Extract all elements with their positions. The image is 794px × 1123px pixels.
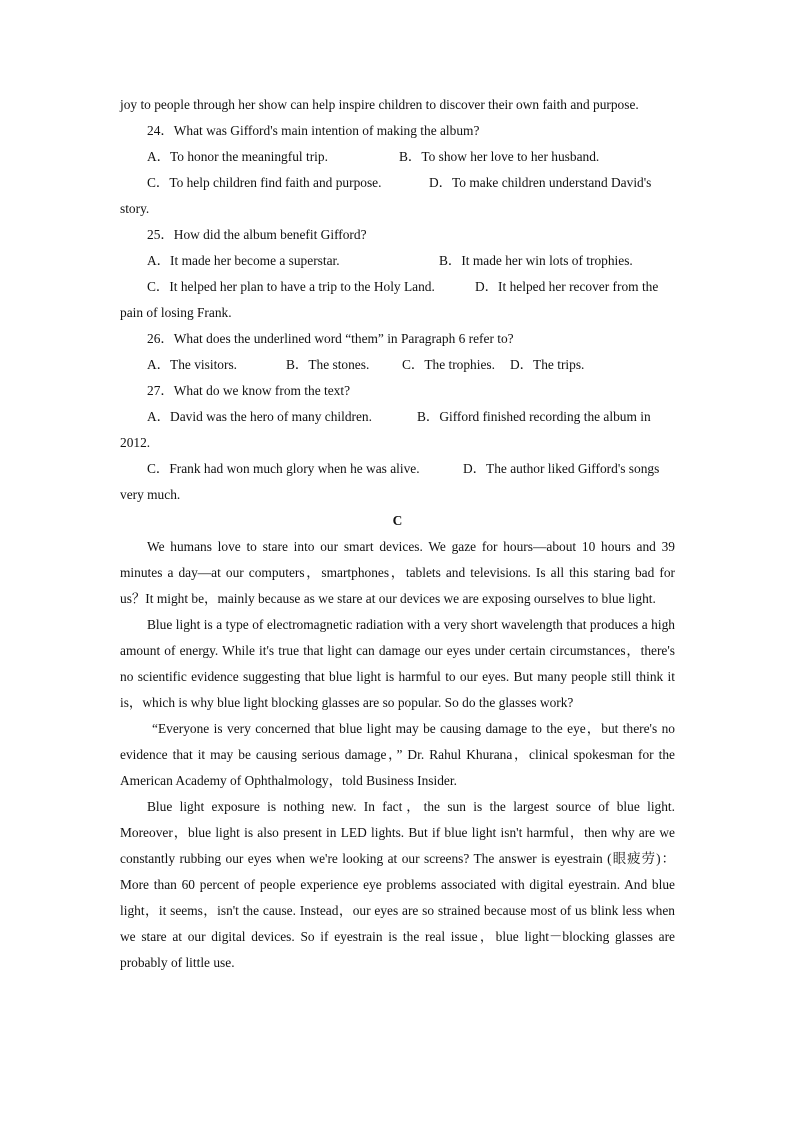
option-27-c: C．Frank had won much glory when he was alive. bbox=[147, 461, 420, 476]
question-26-stem: 26．What does the underlined word “them” in Paragraph 6 refer to? bbox=[147, 331, 514, 346]
option-26-a: A．The visitors. bbox=[147, 357, 238, 372]
question-25-options-ab bbox=[120, 248, 675, 274]
passage-paragraph-2: Blue light is a type of electromagnetic radiation with a very short wavelength that produces a high amount of energy. While it's true that light can damage our eyes under certain circumstances，there's no scientific evidence suggesting that blue light is harmful to our eyes. But many people still think it is，which is why blue light blocking glasses are so popular. So do the glasses work? bbox=[120, 617, 675, 710]
option-25-a: A．It made her become a superstar. bbox=[147, 253, 340, 268]
question-27-stem: 27．What do we know from the text? bbox=[147, 383, 351, 398]
option-25-d-continued: pain of losing Frank. bbox=[120, 305, 232, 320]
option-24-d: D．To make children understand David's bbox=[429, 175, 652, 190]
option-27-d-continued: very much. bbox=[120, 487, 181, 502]
question-26-options bbox=[120, 352, 675, 378]
option-25-d: D．It helped her recover from the bbox=[475, 279, 659, 294]
passage-paragraph-3: “Everyone is very concerned that blue light may be causing damage to the eye，but there's no evidence that it may be causing serious damage，” Dr. Rahul Khurana，clinical spokesman for the American Academy of Ophthalmology，told Business Insider. bbox=[120, 721, 675, 788]
option-26-d: D．The trips. bbox=[510, 357, 585, 372]
option-27-d: D．The author liked Gifford's songs bbox=[463, 461, 660, 476]
option-26-c: C．The trophies. bbox=[402, 357, 495, 372]
question-27-options-cd bbox=[120, 456, 675, 482]
option-27-b-continued: 2012. bbox=[120, 435, 151, 450]
question-24-options-cd bbox=[120, 170, 675, 196]
question-27-options-ab bbox=[120, 404, 675, 430]
option-27-a: A．David was the hero of many children. bbox=[147, 409, 372, 424]
question-25-options-cd bbox=[120, 274, 675, 300]
option-24-c: C．To help children find faith and purpose. bbox=[147, 175, 382, 190]
intro-line: joy to people through her show can help inspire children to discover their own faith and purpose. bbox=[120, 97, 639, 112]
document-page bbox=[120, 92, 675, 976]
section-c-title: C bbox=[392, 513, 403, 528]
passage-paragraph-4: Blue light exposure is nothing new. In fact，the sun is the largest source of blue light. Moreover，blue light is also present in LED lights. But if blue light isn't harmful，then why are we constantly rubbing our eyes when we're looking at our screens? The answer is eyestrain (眼疲劳)：More than 60 percent of people experience eye problems associated with digital eyestrain. And blue light，it seems，isn't the cause. Instead，our eyes are so strained because most of us blink less when we stare at our digital devices. So if eyestrain is the real issue，blue light－blocking glasses are probably of little use. bbox=[120, 799, 675, 970]
option-26-b: B．The stones. bbox=[286, 357, 370, 372]
question-24-stem: 24．What was Gifford's main intention of making the album? bbox=[147, 123, 480, 138]
option-25-b: B．It made her win lots of trophies. bbox=[439, 253, 633, 268]
option-24-b: B．To show her love to her husband. bbox=[399, 149, 600, 164]
option-27-b: B．Gifford finished recording the album in bbox=[417, 409, 651, 424]
question-24-options-ab bbox=[120, 144, 675, 170]
question-25-stem: 25．How did the album benefit Gifford? bbox=[147, 227, 367, 242]
option-24-d-continued: story. bbox=[120, 201, 150, 216]
option-24-a: A．To honor the meaningful trip. bbox=[147, 149, 328, 164]
passage-paragraph-1: We humans love to stare into our smart devices. We gaze for hours—about 10 hours and 39 minutes a day—at our computers，smartphones，tablets and televisions. Is all this staring bad for us？It might be，mainly because as we stare at our devices we are exposing ourselves to blue light. bbox=[120, 539, 675, 606]
option-25-c: C．It helped her plan to have a trip to the Holy Land. bbox=[147, 279, 435, 294]
